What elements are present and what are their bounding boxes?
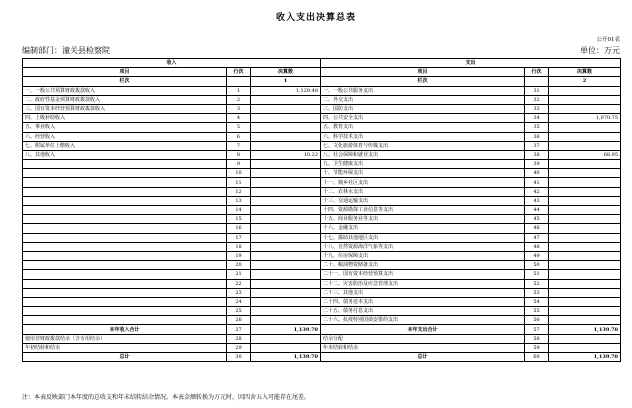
expense-amount	[549, 316, 621, 325]
income-item: 八、其他收入	[23, 150, 227, 159]
income-row-no: 18	[227, 242, 251, 251]
income-row-no: 11	[227, 178, 251, 187]
table-row	[23, 270, 621, 279]
expense-item: 二十四、债务还本支出	[321, 297, 525, 306]
income-amount	[251, 160, 321, 169]
expense-item: 二十一、国有资本经营预算支出	[321, 270, 525, 279]
income-amount: 1,129.48	[251, 86, 321, 95]
expense-item: 十九、住房保障支出	[321, 251, 525, 260]
income-row-no: 8	[227, 150, 251, 159]
expense-section-header: 支出	[321, 59, 621, 68]
income-item	[23, 261, 227, 270]
income-amount-header: 决算数	[251, 68, 321, 77]
expense-item: 二十、粮油物资储备支出	[321, 261, 525, 270]
expense-item: 十六、金融支出	[321, 224, 525, 233]
income-total-row-no: 30	[227, 353, 251, 362]
expense-amount	[549, 270, 621, 279]
unit-row	[22, 45, 620, 57]
income-row-no: 21	[227, 270, 251, 279]
income-total-amount: 1,139.70	[251, 353, 321, 362]
income-item	[23, 196, 227, 205]
income-total-row-no: 27	[227, 325, 251, 334]
table-row	[23, 104, 621, 113]
income-amount	[251, 132, 321, 141]
income-row-no: 4	[227, 114, 251, 123]
income-amount	[251, 95, 321, 104]
table-row	[23, 233, 621, 242]
income-item	[23, 206, 227, 215]
expense-row-no: 32	[525, 95, 549, 104]
income-item: 七、附属单位上缴收入	[23, 141, 227, 150]
expense-row-no-header: 行次	[525, 68, 549, 77]
expense-total-amount	[549, 343, 621, 352]
expense-total-row-no: 60	[525, 353, 549, 362]
total-row	[23, 353, 621, 362]
expense-total-amount: 1,139.70	[549, 325, 621, 334]
income-amount	[251, 251, 321, 260]
expense-item: 十八、自然资源海洋气象等支出	[321, 242, 525, 251]
total-row	[23, 325, 621, 334]
expense-row-no: 46	[525, 224, 549, 233]
income-row-no: 3	[227, 104, 251, 113]
total-row	[23, 343, 621, 352]
income-item	[23, 307, 227, 316]
income-total-row-no: 28	[227, 334, 251, 343]
footnote: 注：本表反映部门本年度的总收支和年末结转结余情况。本表金额转换为万元时，因四舍五入可能存在尾差。	[22, 394, 311, 401]
table-row	[23, 307, 621, 316]
expense-amount	[549, 215, 621, 224]
budget-summary-table	[22, 58, 621, 362]
table-row	[23, 279, 621, 288]
income-amount	[251, 196, 321, 205]
income-amount	[251, 316, 321, 325]
expense-row-no: 52	[525, 279, 549, 288]
expense-col-number: 2	[549, 77, 621, 86]
expense-item: 四、公共安全支出	[321, 114, 525, 123]
income-item	[23, 178, 227, 187]
income-row-no: 25	[227, 307, 251, 316]
expense-item: 二十二、灾害防治及应急管理支出	[321, 279, 525, 288]
expense-amount	[549, 251, 621, 260]
expense-total-amount: 1,139.70	[549, 353, 621, 362]
expense-row-no: 56	[525, 316, 549, 325]
expense-item: 五、教育支出	[321, 123, 525, 132]
currency-unit: 单位：万元	[580, 46, 620, 55]
table-row	[23, 114, 621, 123]
income-item	[23, 224, 227, 233]
expense-row-no: 38	[525, 150, 549, 159]
income-row-no: 19	[227, 251, 251, 260]
expense-row-no: 55	[525, 307, 549, 316]
table-row	[23, 242, 621, 251]
expense-row-no: 47	[525, 233, 549, 242]
income-row-no: 26	[227, 316, 251, 325]
expense-item: 二十六、抗疫特别国债安排的支出	[321, 316, 525, 325]
expense-item: 二、外交支出	[321, 95, 525, 104]
expense-row-no: 50	[525, 261, 549, 270]
income-item	[23, 242, 227, 251]
expense-amount	[549, 297, 621, 306]
expense-amount	[549, 123, 621, 132]
expense-item: 九、卫生健康支出	[321, 160, 525, 169]
table-row	[23, 187, 621, 196]
expense-amount	[549, 288, 621, 297]
income-row-no: 6	[227, 132, 251, 141]
income-amount	[251, 187, 321, 196]
table-row	[23, 132, 621, 141]
income-item: 六、经营收入	[23, 132, 227, 141]
expense-item: 十四、资源勘探工业信息等支出	[321, 206, 525, 215]
income-row-no: 14	[227, 206, 251, 215]
section-header-row	[23, 59, 621, 68]
expense-amount	[549, 261, 621, 270]
expense-item: 三、国防支出	[321, 104, 525, 113]
expense-row-no: 33	[525, 104, 549, 113]
expense-row-no: 35	[525, 123, 549, 132]
expense-amount	[549, 169, 621, 178]
expense-row-no: 48	[525, 242, 549, 251]
expense-total-row-no: 59	[525, 343, 549, 352]
expense-amount	[549, 233, 621, 242]
expense-row-no: 40	[525, 169, 549, 178]
income-col-empty	[227, 77, 251, 86]
expense-amount	[549, 242, 621, 251]
income-amount	[251, 288, 321, 297]
expense-item: 十二、农林水支出	[321, 187, 525, 196]
income-item	[23, 187, 227, 196]
income-item: 三、国有资本经营预算财政拨款收入	[23, 104, 227, 113]
expense-amount	[549, 279, 621, 288]
expense-amount	[549, 224, 621, 233]
income-row-no: 15	[227, 215, 251, 224]
expense-row-no: 44	[525, 206, 549, 215]
income-row-no: 20	[227, 261, 251, 270]
compiling-department: 编制部门：潼关县检察院	[22, 46, 110, 55]
expense-item: 十、节能环保支出	[321, 169, 525, 178]
table-row	[23, 196, 621, 205]
expense-row-no: 31	[525, 86, 549, 95]
income-row-no: 24	[227, 297, 251, 306]
income-row-no: 10	[227, 169, 251, 178]
expense-total-item: 年末结转和结余	[321, 343, 525, 352]
income-amount	[251, 206, 321, 215]
income-amount	[251, 169, 321, 178]
table-row	[23, 95, 621, 104]
expense-total-item: 总计	[321, 353, 525, 362]
income-total-row-no: 29	[227, 343, 251, 352]
income-row-no: 1	[227, 86, 251, 95]
income-row-no: 17	[227, 233, 251, 242]
expense-item-header: 项目	[321, 68, 525, 77]
income-total-item: 本年收入合计	[23, 325, 227, 334]
expense-amount	[549, 104, 621, 113]
expense-amount	[549, 132, 621, 141]
expense-amount: 1,070.75	[549, 114, 621, 123]
expense-amount	[549, 86, 621, 95]
expense-total-row-no: 57	[525, 325, 549, 334]
expense-item: 六、科学技术支出	[321, 132, 525, 141]
table-row	[23, 206, 621, 215]
income-row-no: 23	[227, 288, 251, 297]
income-total-amount: 1,139.70	[251, 325, 321, 334]
expense-item: 七、文化旅游体育与传媒支出	[321, 141, 525, 150]
income-amount: 10.22	[251, 150, 321, 159]
income-item: 五、事业收入	[23, 123, 227, 132]
expense-row-no: 34	[525, 114, 549, 123]
income-amount	[251, 123, 321, 132]
income-item	[23, 160, 227, 169]
income-item	[23, 169, 227, 178]
expense-row-no: 45	[525, 215, 549, 224]
expense-amount	[549, 141, 621, 150]
income-item	[23, 233, 227, 242]
income-row-no: 22	[227, 279, 251, 288]
income-row-no-header: 行次	[227, 68, 251, 77]
income-item	[23, 215, 227, 224]
expense-row-no: 49	[525, 251, 549, 260]
expense-amount	[549, 187, 621, 196]
expense-total-amount	[549, 334, 621, 343]
expense-amount-header: 决算数	[549, 68, 621, 77]
expense-item: 十三、交通运输支出	[321, 196, 525, 205]
table-number: 公开01表	[596, 37, 620, 43]
expense-row-no: 54	[525, 297, 549, 306]
expense-item: 一、一般公共服务支出	[321, 86, 525, 95]
income-amount	[251, 141, 321, 150]
table-row	[23, 178, 621, 187]
expense-amount	[549, 307, 621, 316]
expense-amount	[549, 196, 621, 205]
expense-row-no: 37	[525, 141, 549, 150]
income-total-item: 总计	[23, 353, 227, 362]
table-body	[23, 86, 621, 362]
income-total-item: 使用非财政拨款结余（含专用结余）	[23, 334, 227, 343]
income-row-no: 12	[227, 187, 251, 196]
income-item	[23, 279, 227, 288]
table-row	[23, 86, 621, 95]
income-item-header: 项目	[23, 68, 227, 77]
income-section-header: 收入	[23, 59, 321, 68]
table-row	[23, 251, 621, 260]
income-total-item: 年初结转和结余	[23, 343, 227, 352]
income-item: 四、上级补助收入	[23, 114, 227, 123]
table-row	[23, 160, 621, 169]
table-row	[23, 261, 621, 270]
expense-item: 八、社会保障和就业支出	[321, 150, 525, 159]
income-item	[23, 251, 227, 260]
expense-amount	[549, 178, 621, 187]
table-row	[23, 224, 621, 233]
expense-row-no: 41	[525, 178, 549, 187]
expense-item: 十一、城乡社区支出	[321, 178, 525, 187]
table-row	[23, 297, 621, 306]
income-row-no: 2	[227, 95, 251, 104]
income-amount	[251, 242, 321, 251]
column-header-row	[23, 68, 621, 77]
table-row	[23, 215, 621, 224]
income-item: 一、一般公共预算财政拨款收入	[23, 86, 227, 95]
income-amount	[251, 224, 321, 233]
expense-total-item: 结余分配	[321, 334, 525, 343]
expense-amount: 68.95	[549, 150, 621, 159]
expense-total-row-no: 58	[525, 334, 549, 343]
income-item	[23, 288, 227, 297]
page-title: 收入支出决算总表	[275, 13, 356, 23]
income-amount	[251, 114, 321, 123]
income-row-no: 16	[227, 224, 251, 233]
income-amount	[251, 215, 321, 224]
income-row-no: 5	[227, 123, 251, 132]
income-amount	[251, 104, 321, 113]
expense-row-no: 53	[525, 288, 549, 297]
income-total-amount	[251, 334, 321, 343]
table-row	[23, 316, 621, 325]
income-amount	[251, 233, 321, 242]
income-row-no: 7	[227, 141, 251, 150]
table-row	[23, 123, 621, 132]
income-amount	[251, 261, 321, 270]
income-amount	[251, 270, 321, 279]
expense-col-empty	[525, 77, 549, 86]
expense-row-no: 42	[525, 187, 549, 196]
table-row	[23, 169, 621, 178]
income-amount	[251, 307, 321, 316]
expense-row-no: 36	[525, 132, 549, 141]
expense-item: 十五、商业服务业等支出	[321, 215, 525, 224]
expense-row-no: 39	[525, 160, 549, 169]
income-row-no: 9	[227, 160, 251, 169]
expense-item: 十七、援助其他地区支出	[321, 233, 525, 242]
expense-row-no: 51	[525, 270, 549, 279]
table-row	[23, 150, 621, 159]
expense-row-no: 43	[525, 196, 549, 205]
expense-amount	[549, 206, 621, 215]
income-item	[23, 297, 227, 306]
income-item	[23, 270, 227, 279]
expense-col-label: 栏次	[321, 77, 525, 86]
expense-item: 二十三、其他支出	[321, 288, 525, 297]
income-amount	[251, 279, 321, 288]
income-col-label: 栏次	[23, 77, 227, 86]
table-row	[23, 141, 621, 150]
total-row	[23, 334, 621, 343]
income-item: 二、政府性基金预算财政拨款收入	[23, 95, 227, 104]
column-number-row	[23, 77, 621, 86]
expense-amount	[549, 95, 621, 104]
income-item	[23, 316, 227, 325]
expense-amount	[549, 160, 621, 169]
income-row-no: 13	[227, 196, 251, 205]
income-total-amount	[251, 343, 321, 352]
income-col-number: 1	[251, 77, 321, 86]
income-amount	[251, 297, 321, 306]
income-amount	[251, 178, 321, 187]
table-row	[23, 288, 621, 297]
expense-total-item: 本年支出合计	[321, 325, 525, 334]
expense-item: 二十五、债务付息支出	[321, 307, 525, 316]
